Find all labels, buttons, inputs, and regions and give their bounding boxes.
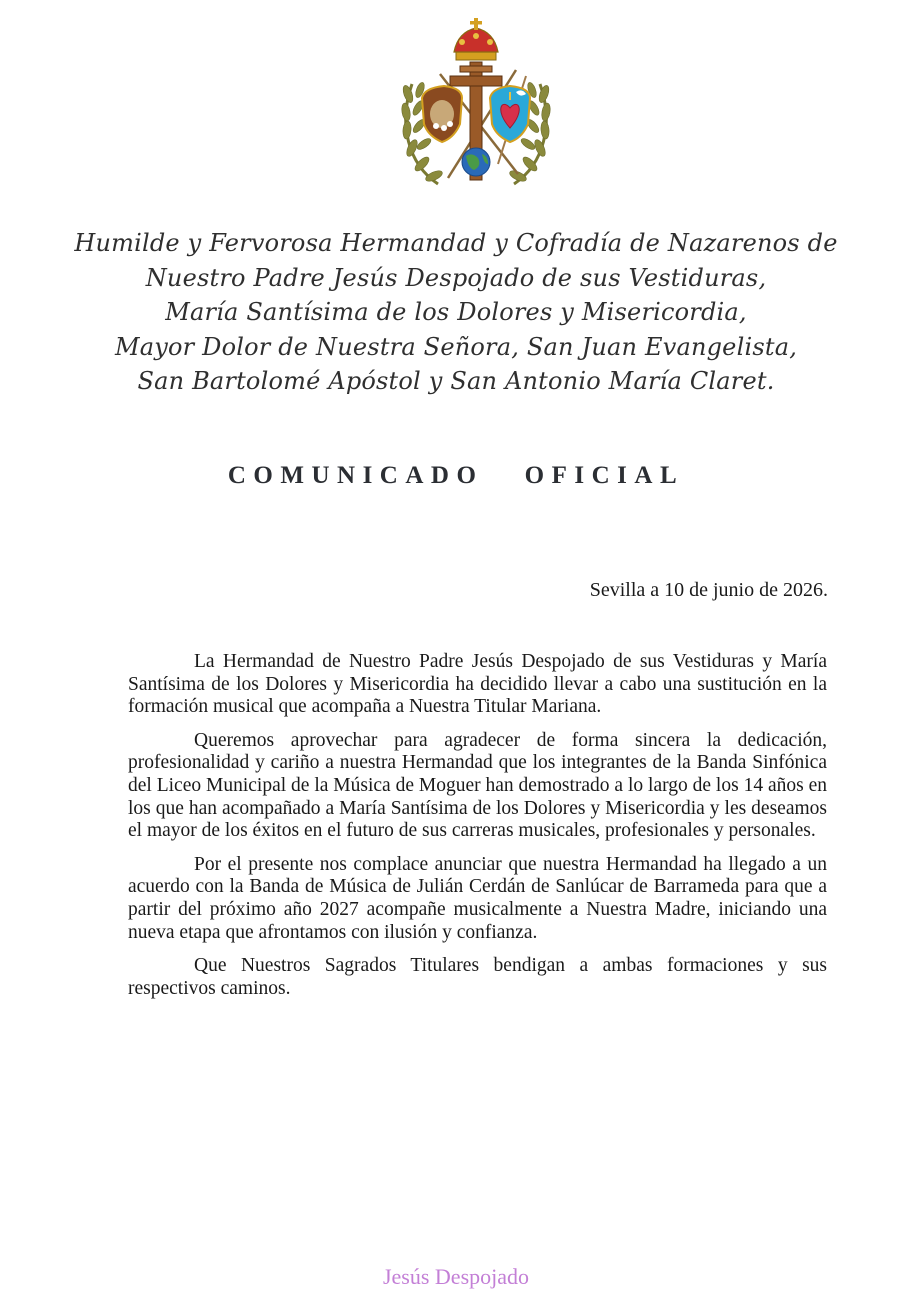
document-body bbox=[128, 651, 827, 1011]
brotherhood-title bbox=[60, 226, 852, 399]
footer-signature: Jesús Despojado bbox=[382, 1264, 530, 1289]
title-line: San Bartolomé Apóstol y San Antonio María Claret. bbox=[137, 367, 775, 395]
body-paragraph: La Hermandad de Nuestro Padre Jesús Despojado de sus Vestiduras y María Santísima de los Dolores y Misericordia ha decidido llevar a cabo una sustitución en la formación musical que acompaña a Nuestra Titular Mariana. bbox=[128, 651, 827, 718]
brotherhood-crest-icon bbox=[398, 14, 554, 204]
document-date: Sevilla a 10 de junio de 2026. bbox=[589, 579, 828, 601]
title-line: Humilde y Fervorosa Hermandad y Cofradía de Nazarenos de bbox=[74, 229, 838, 257]
document-heading: COMUNICADO OFICIAL bbox=[227, 462, 685, 489]
title-line: María Santísima de los Dolores y Misericordia, bbox=[165, 298, 747, 326]
title-line: Mayor Dolor de Nuestra Señora, San Juan Evangelista, bbox=[114, 332, 798, 361]
body-paragraph: Por el presente nos complace anunciar que nuestra Hermandad ha llegado a un acuerdo con la Banda de Música de Julián Cerdán de Sanlúcar de Barrameda para que a partir del próximo año 2027 acompañe musicalmente a Nuestra Madre, iniciando una nueva etapa que afrontamos con ilusión y confianza. bbox=[128, 853, 827, 943]
body-paragraph: Que Nuestros Sagrados Titulares bendigan a ambas formaciones y sus respectivos caminos. bbox=[128, 955, 827, 999]
body-paragraph: Queremos aprovechar para agradecer de forma sincera la dedicación, profesionalidad y cariño a nuestra Hermandad que los integrantes de la Banda Sinfónica del Liceo Municipal de la Música de Moguer han demostrado a lo largo de los 14 años en los que han acompañado a María Santísima de los Dolores y Misericordia y les deseamos el mayor de los éxitos en el futuro de sus carreras musicales, profesionales y personales. bbox=[128, 729, 827, 842]
title-line: Nuestro Padre Jesús Despojado de sus Vestiduras, bbox=[145, 263, 767, 292]
